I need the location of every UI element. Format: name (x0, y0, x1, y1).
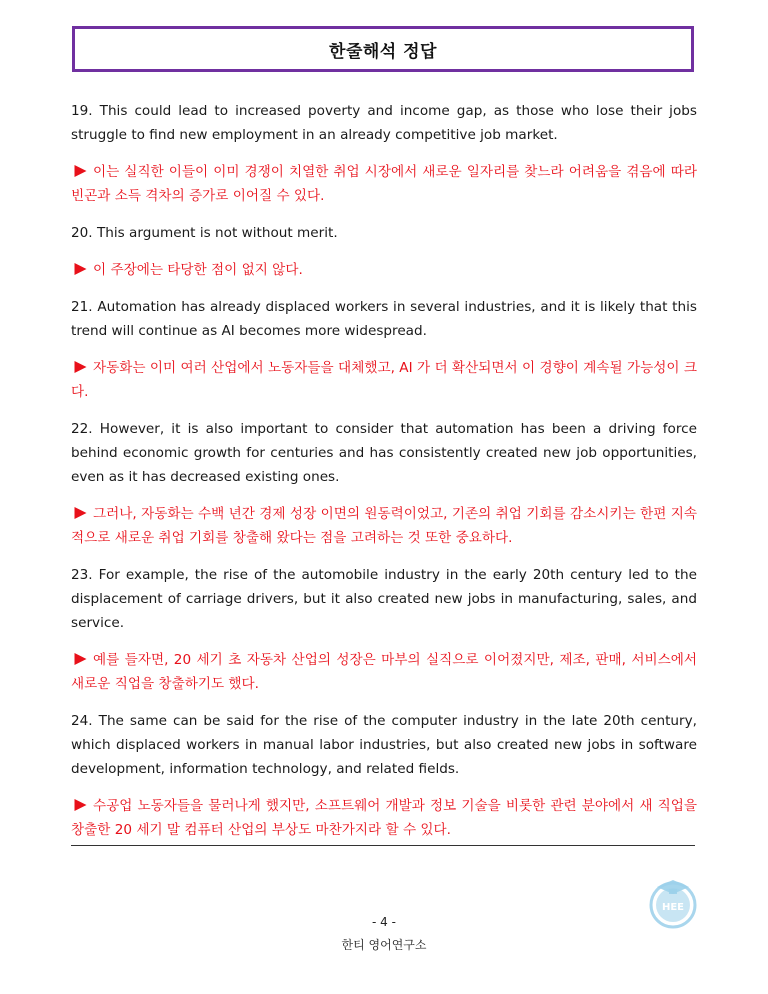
korean-translation-22 (71, 502, 697, 550)
english-sentence-19: 19. This could lead to increased poverty and income gap, as those who lose their jobs struggle to find new employment in an already competitive job market. (71, 103, 697, 143)
english-sentence-24: 24. The same can be said for the rise of the computer industry in the late 20th century, which displaced workers in manual labor industries, but also created new jobs in software development, information technology, and related fields. (71, 713, 697, 777)
answer-content (71, 99, 697, 855)
english-sentence-20: 20. This argument is not without merit. (71, 225, 338, 241)
triangle-right-icon (74, 653, 87, 665)
english-sentence-22: 22. However, it is also important to consider that automation has been a driving force behind economic growth for centuries and has consistently created new job opportunities, even as it has decreased existing ones. (71, 421, 697, 485)
triangle-right-icon (74, 165, 87, 177)
page-title: 한줄해석 정답 (329, 41, 437, 62)
translation-text: 이 주장에는 타당한 점이 없지 않다. (93, 262, 303, 278)
translation-text: 예를 들자면, 20 세기 초 자동차 산업의 성장은 마부의 실직으로 이어졌지만, 제조, 판매, 서비스에서 새로운 직업을 창출하기도 했다. (71, 652, 697, 692)
english-sentence-23: 23. For example, the rise of the automobile industry in the early 20th century led to the displacement of carriage drivers, but it also created new jobs in manufacturing, sales, and service. (71, 567, 697, 631)
korean-translation-19 (71, 160, 697, 208)
title-box (72, 26, 694, 72)
korean-translation-24 (71, 794, 697, 842)
logo-text: HEE (661, 902, 685, 913)
korean-translation-21 (71, 356, 697, 404)
footer-organization: 한티 영어연구소 (341, 938, 427, 952)
korean-translation-23 (71, 648, 697, 696)
divider-line (71, 845, 695, 846)
translation-text: 이는 실직한 이들이 이미 경쟁이 치열한 취업 시장에서 새로운 일자리를 찾느라 어려움을 겪음에 따라 빈곤과 소득 격차의 증가로 이어질 수 있다. (71, 164, 697, 204)
translation-text: 수공업 노동자들을 물러나게 했지만, 소프트웨어 개발과 정보 기술을 비롯한 관련 분야에서 새 직업을 창출한 20 세기 말 컴퓨터 산업의 부상도 마찬가지라 할 수 있다. (71, 798, 697, 838)
triangle-right-icon (74, 361, 87, 373)
triangle-right-icon (74, 263, 87, 275)
triangle-right-icon (74, 507, 87, 519)
korean-translation-20 (71, 258, 697, 282)
english-sentence-21: 21. Automation has already displaced workers in several industries, and it is likely that this trend will continue as AI becomes more widespread. (71, 299, 697, 339)
translation-text: 자동화는 이미 여러 산업에서 노동자들을 대체했고, AI 가 더 확산되면서 이 경향이 계속될 가능성이 크다. (71, 360, 697, 400)
triangle-right-icon (74, 799, 87, 811)
translation-text: 그러나, 자동화는 수백 년간 경제 성장 이면의 원동력이었고, 기존의 취업 기회를 감소시키는 한편 지속적으로 새로운 취업 기회를 창출해 왔다는 점을 고려하는 것 또한 중요하다. (71, 506, 697, 546)
page-number: - 4 - (372, 915, 396, 929)
